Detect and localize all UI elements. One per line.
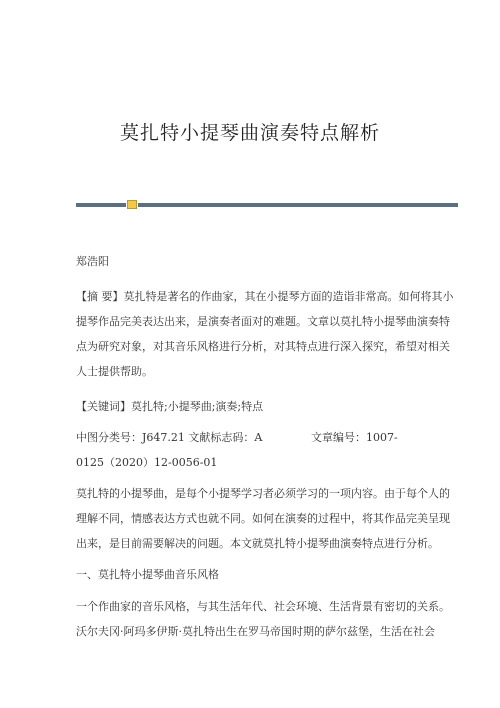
keywords: 【关键词】莫扎特;小提琴曲;演奏;特点: [76, 400, 264, 413]
clc-number: 中图分类号：J647.21 文献标志码：A: [76, 431, 263, 444]
author: 郑浩阳: [76, 255, 109, 268]
section-heading: 一、莫扎特小提琴曲音乐风格: [76, 568, 219, 581]
body-line: 沃尔夫冈·阿玛多伊斯·莫扎特出生在罗马帝国时期的萨尔兹堡，生活在社会: [76, 625, 435, 638]
classification-line: [76, 431, 398, 445]
body-line: 理解不同，情感表达方式也就不同。如何在演奏的过程中，将其作品完美呈现: [76, 512, 450, 525]
page-title: 莫扎特小提琴曲演奏特点解析: [119, 122, 380, 144]
abstract-line: 提琴作品完美表达出来，是演奏者面对的难题。文章以莫扎特小提琴曲演奏特: [76, 315, 450, 328]
article-number-label: 文章编号：1007-: [311, 431, 398, 444]
abstract-line: 【摘 要】莫扎特是著名的作曲家，其在小提琴方面的造诣非常高。如何将其小: [76, 290, 454, 303]
abstract-line: 人士提供帮助。: [76, 365, 153, 378]
article-number-cont: 0125（2020）12-0056-01: [76, 456, 218, 469]
title-rule-left: [76, 203, 126, 207]
rule-ornament-icon: [127, 200, 137, 209]
body-line: 一个作曲家的音乐风格，与其生活年代、社会环境、生活背景有密切的关系。: [76, 600, 450, 613]
title-rule-right: [138, 203, 458, 207]
body-line: 莫扎特的小提琴曲，是每个小提琴学习者必须学习的一项内容。由于每个人的: [76, 487, 450, 500]
body-line: 出来，是目前需要解决的问题。本文就莫扎特小提琴曲演奏特点进行分析。: [76, 537, 439, 550]
abstract-line: 点为研究对象，对其音乐风格进行分析，对其特点进行深入探究，希望对相关: [76, 340, 450, 353]
